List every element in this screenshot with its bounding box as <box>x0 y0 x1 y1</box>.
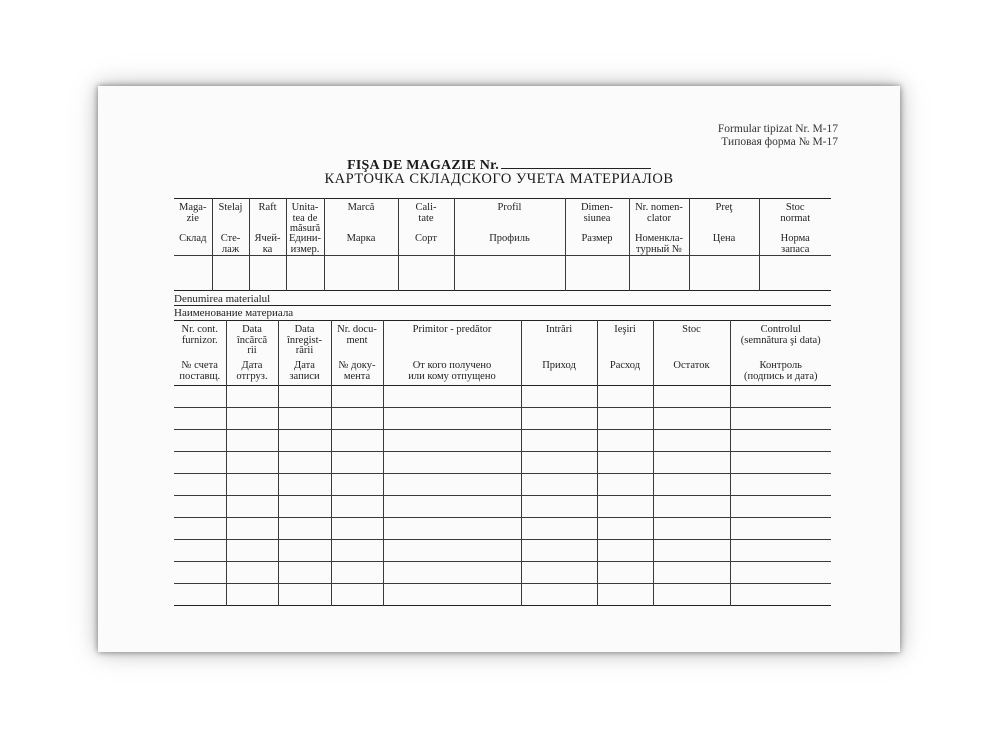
movements-entry-cell[interactable] <box>521 452 597 474</box>
location-entry-cell[interactable] <box>689 256 759 291</box>
movements-entry-cell[interactable] <box>383 452 521 474</box>
movements-entry-cell[interactable] <box>383 386 521 408</box>
movements-entry-cell[interactable] <box>597 518 653 540</box>
card-number-blank[interactable] <box>501 155 651 169</box>
location-col-header <box>689 199 759 256</box>
movements-entry-cell[interactable] <box>331 518 383 540</box>
location-entry-cell[interactable] <box>565 256 629 291</box>
movements-entry-cell[interactable] <box>331 562 383 584</box>
form-code-ru: Типовая форма № М-17 <box>721 136 838 148</box>
movements-entry-cell[interactable] <box>383 496 521 518</box>
col-label-ru: Сорт <box>415 233 437 244</box>
movements-entry-cell[interactable] <box>278 584 331 606</box>
movements-entry-cell[interactable] <box>226 474 278 496</box>
location-col-header <box>454 199 565 256</box>
movements-entry-cell[interactable] <box>226 408 278 430</box>
col-label-ru: Дата отгруз. <box>236 360 268 382</box>
col-label-ro: Maga- zie <box>179 202 207 224</box>
movements-entry-cell[interactable] <box>383 540 521 562</box>
col-label-ro: Data înregist- rării <box>287 324 322 356</box>
movements-col-header <box>226 321 278 386</box>
movements-entry-cell[interactable] <box>331 540 383 562</box>
movements-table-row <box>174 474 831 496</box>
movements-entry-cell[interactable] <box>730 540 831 562</box>
movements-col-header <box>597 321 653 386</box>
movements-entry-cell[interactable] <box>331 584 383 606</box>
location-entry-cell[interactable] <box>324 256 398 291</box>
material-name-line[interactable] <box>174 305 831 306</box>
col-label-ru: Склад <box>179 233 207 244</box>
col-label-ru: № доку- мента <box>338 360 376 382</box>
movements-col-header <box>278 321 331 386</box>
material-name-label-ru: Наименование материала <box>174 307 294 319</box>
movements-entry-cell[interactable] <box>521 540 597 562</box>
movements-entry-cell[interactable] <box>383 562 521 584</box>
movements-entry-cell[interactable] <box>653 430 730 452</box>
col-label-ro: Nr. cont. furnizor. <box>181 324 218 346</box>
movements-entry-cell[interactable] <box>597 452 653 474</box>
movements-entry-cell[interactable] <box>278 430 331 452</box>
movements-entry-cell[interactable] <box>730 386 831 408</box>
col-label-ro: Ieşiri <box>614 324 636 335</box>
movements-entry-cell[interactable] <box>521 408 597 430</box>
col-label-ro: Raft <box>258 202 277 213</box>
movements-entry-cell[interactable] <box>278 408 331 430</box>
movements-entry-cell[interactable] <box>174 496 226 518</box>
col-label-ru: Остаток <box>673 360 710 371</box>
col-label-ru: Норма запаса <box>780 233 810 255</box>
movements-table-row <box>174 430 831 452</box>
col-label-ro: Cali- tate <box>415 202 437 224</box>
movements-entry-cell[interactable] <box>597 562 653 584</box>
movements-col-header <box>730 321 831 386</box>
movements-entry-cell[interactable] <box>653 562 730 584</box>
movements-entry-cell[interactable] <box>730 452 831 474</box>
form-code-ro: Formular tipizat Nr. M-17 <box>717 123 838 135</box>
location-col-header <box>629 199 689 256</box>
movements-entry-cell[interactable] <box>331 408 383 430</box>
movements-entry-cell[interactable] <box>597 540 653 562</box>
col-label-ro: Controlul (semnătura şi data) <box>740 324 821 346</box>
movements-entry-cell[interactable] <box>653 386 730 408</box>
location-entry-cell[interactable] <box>629 256 689 291</box>
movements-table-header <box>174 321 831 386</box>
location-col-header <box>249 199 286 256</box>
col-label-ru: Номенкла- турный № <box>634 233 684 255</box>
movements-entry-cell[interactable] <box>174 540 226 562</box>
location-entry-cell[interactable] <box>398 256 454 291</box>
movements-entry-cell[interactable] <box>174 452 226 474</box>
col-label-ro: Nr. docu- ment <box>337 324 377 346</box>
col-label-ru: Расход <box>609 360 641 371</box>
col-label-ro: Preţ <box>715 202 733 213</box>
movements-entry-cell[interactable] <box>226 386 278 408</box>
movements-entry-cell[interactable] <box>226 452 278 474</box>
movements-entry-cell[interactable] <box>383 518 521 540</box>
movements-entry-cell[interactable] <box>226 540 278 562</box>
location-table <box>174 198 831 291</box>
movements-col-header <box>383 321 521 386</box>
movements-entry-cell[interactable] <box>331 474 383 496</box>
movements-entry-cell[interactable] <box>521 474 597 496</box>
col-label-ru: Профиль <box>489 233 530 244</box>
movements-entry-cell[interactable] <box>730 562 831 584</box>
movements-col-header <box>653 321 730 386</box>
movements-entry-cell[interactable] <box>653 452 730 474</box>
movements-entry-cell[interactable] <box>174 584 226 606</box>
title-ro-text: FIŞA DE MAGAZIE Nr. <box>347 158 499 173</box>
movements-entry-cell[interactable] <box>521 430 597 452</box>
movements-entry-cell[interactable] <box>331 430 383 452</box>
movements-entry-cell[interactable] <box>521 496 597 518</box>
movements-entry-cell[interactable] <box>653 474 730 496</box>
location-entry-cell[interactable] <box>759 256 831 291</box>
movements-entry-cell[interactable] <box>597 496 653 518</box>
col-label-ro: Stoc normat <box>780 202 811 224</box>
movements-entry-cell[interactable] <box>383 430 521 452</box>
col-label-ro: Unita- tea de măsură <box>289 202 321 234</box>
location-entry-cell[interactable] <box>212 256 249 291</box>
movements-entry-cell[interactable] <box>597 474 653 496</box>
movements-table-row <box>174 518 831 540</box>
movements-entry-cell[interactable] <box>383 584 521 606</box>
col-label-ru: № счета поставщ. <box>179 360 221 382</box>
movements-entry-cell[interactable] <box>278 518 331 540</box>
movements-entry-cell[interactable] <box>174 518 226 540</box>
movements-entry-cell[interactable] <box>521 386 597 408</box>
movements-entry-cell[interactable] <box>226 518 278 540</box>
movements-entry-cell[interactable] <box>730 518 831 540</box>
movements-col-header <box>331 321 383 386</box>
movements-entry-cell[interactable] <box>653 584 730 606</box>
movements-entry-cell[interactable] <box>331 496 383 518</box>
col-label-ro: Stelaj <box>218 202 243 213</box>
col-label-ru: Сте- лаж <box>220 233 241 255</box>
movements-entry-cell[interactable] <box>730 474 831 496</box>
movements-entry-cell[interactable] <box>278 540 331 562</box>
movements-entry-cell[interactable] <box>278 474 331 496</box>
movements-entry-cell[interactable] <box>174 386 226 408</box>
movements-entry-cell[interactable] <box>521 518 597 540</box>
location-col-header <box>212 199 249 256</box>
location-col-header <box>174 199 212 256</box>
location-col-header <box>398 199 454 256</box>
movements-entry-cell[interactable] <box>174 408 226 430</box>
location-entry-cell[interactable] <box>174 256 212 291</box>
movements-entry-cell[interactable] <box>597 430 653 452</box>
movements-entry-cell[interactable] <box>521 584 597 606</box>
col-label-ru: Марка <box>346 233 376 244</box>
movements-entry-cell[interactable] <box>226 430 278 452</box>
col-label-ru: Приход <box>542 360 576 371</box>
col-label-ro: Primitor - predător <box>412 324 492 335</box>
col-label-ro: Dimen- siunea <box>580 202 614 224</box>
movements-table-row <box>174 496 831 518</box>
movements-entry-cell[interactable] <box>278 496 331 518</box>
movements-entry-cell[interactable] <box>597 408 653 430</box>
movements-entry-cell[interactable] <box>653 496 730 518</box>
movements-entry-cell[interactable] <box>730 408 831 430</box>
movements-entry-cell[interactable] <box>597 584 653 606</box>
title-ru: КАРТОЧКА СКЛАДСКОГО УЧЕТА МАТЕРИАЛОВ <box>324 171 674 187</box>
movements-entry-cell[interactable] <box>226 562 278 584</box>
movements-entry-cell[interactable] <box>174 430 226 452</box>
location-col-header <box>759 199 831 256</box>
movements-table-row <box>174 562 831 584</box>
material-name-label-ro: Denumirea materialul <box>174 293 271 305</box>
col-label-ru: Едини- измер. <box>288 233 322 255</box>
location-col-header <box>565 199 629 256</box>
movements-table-row <box>174 584 831 606</box>
movements-table-row <box>174 452 831 474</box>
movements-entry-cell[interactable] <box>383 474 521 496</box>
movements-entry-cell[interactable] <box>383 408 521 430</box>
col-label-ro: Nr. nomen- clator <box>635 202 683 224</box>
movements-entry-cell[interactable] <box>278 452 331 474</box>
movements-entry-cell[interactable] <box>730 584 831 606</box>
movements-entry-cell[interactable] <box>597 386 653 408</box>
movements-entry-cell[interactable] <box>226 496 278 518</box>
location-table-header <box>174 199 831 256</box>
col-label-ru: Контроль (подпись и дата) <box>743 360 818 382</box>
col-label-ru: От кого получено или кому отпущено <box>408 360 496 382</box>
movements-entry-cell[interactable] <box>331 386 383 408</box>
movements-entry-cell[interactable] <box>174 562 226 584</box>
col-label-ru: Размер <box>581 233 613 244</box>
location-table-entry-row <box>174 256 831 291</box>
location-entry-cell[interactable] <box>249 256 286 291</box>
movements-table <box>174 320 831 606</box>
col-label-ro: Intrări <box>545 324 573 335</box>
movements-entry-cell[interactable] <box>521 562 597 584</box>
movements-entry-cell[interactable] <box>331 452 383 474</box>
form-code <box>718 123 838 149</box>
col-label-ru: Цена <box>712 233 736 244</box>
movements-table-row <box>174 540 831 562</box>
col-label-ro: Stoc <box>682 324 701 335</box>
col-label-ro: Data încărcă rii <box>236 324 268 356</box>
movements-entry-cell[interactable] <box>653 518 730 540</box>
movements-table-row <box>174 408 831 430</box>
movements-entry-cell[interactable] <box>174 474 226 496</box>
col-label-ru: Дата записи <box>289 360 320 382</box>
col-label-ru: Ячей- ка <box>254 233 281 255</box>
movements-col-header <box>174 321 226 386</box>
movements-entry-cell[interactable] <box>226 584 278 606</box>
col-label-ro: Marcă <box>347 202 375 213</box>
movements-table-row <box>174 386 831 408</box>
movements-entry-cell[interactable] <box>278 562 331 584</box>
location-entry-cell[interactable] <box>454 256 565 291</box>
movements-entry-cell[interactable] <box>278 386 331 408</box>
movements-entry-cell[interactable] <box>730 430 831 452</box>
movements-entry-cell[interactable] <box>653 540 730 562</box>
movements-entry-cell[interactable] <box>653 408 730 430</box>
location-entry-cell[interactable] <box>286 256 324 291</box>
warehouse-card-form <box>98 86 900 652</box>
location-col-header <box>324 199 398 256</box>
col-label-ro: Profil <box>497 202 522 213</box>
movements-col-header <box>521 321 597 386</box>
location-col-header <box>286 199 324 256</box>
movements-entry-cell[interactable] <box>730 496 831 518</box>
